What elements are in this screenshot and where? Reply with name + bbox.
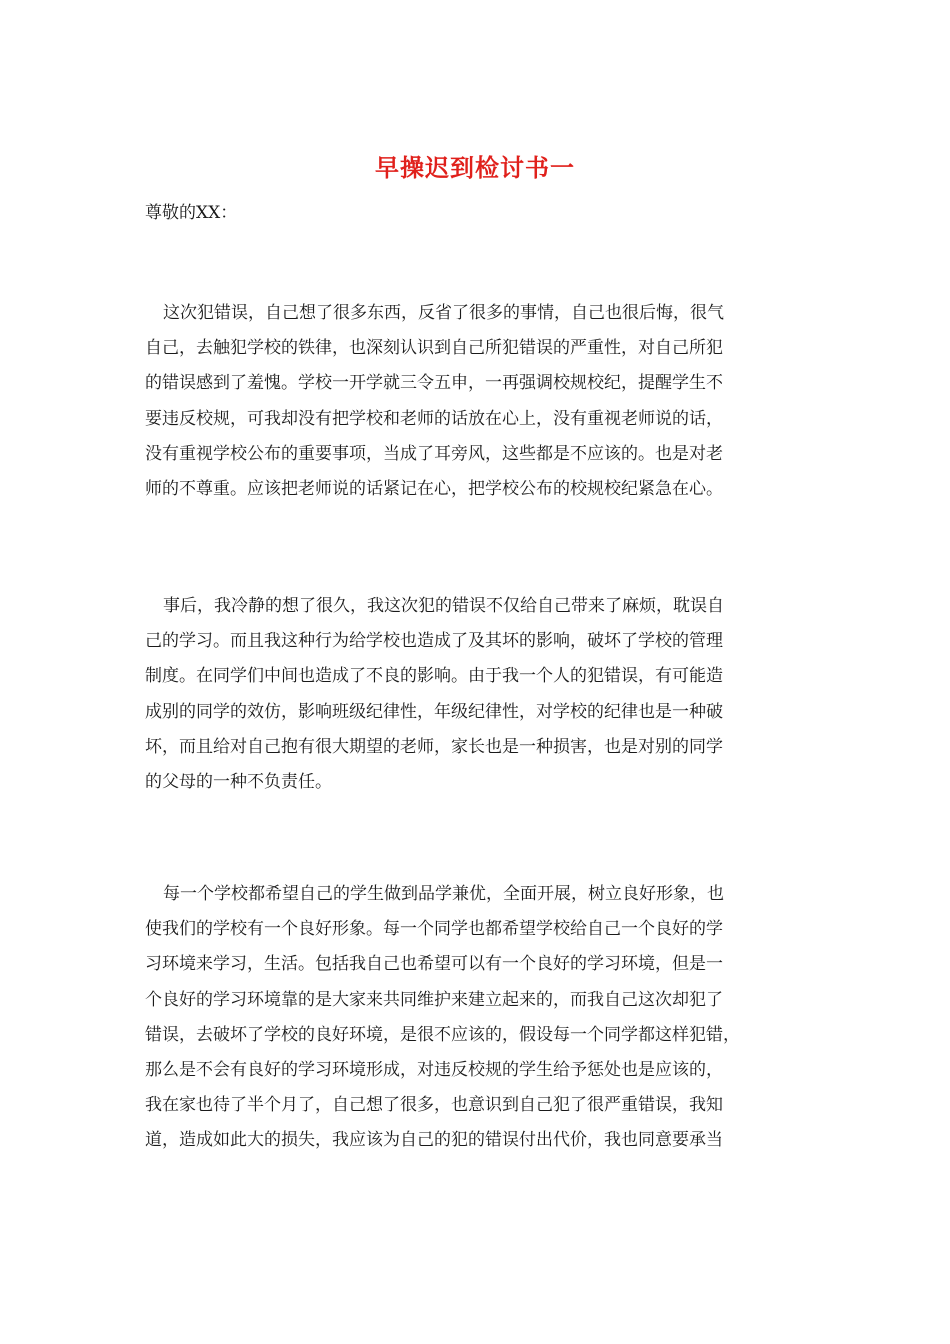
paragraph-1 [145, 296, 805, 507]
paragraph-line: 要违反校规，可我却没有把学校和老师的话放在心上，没有重视老师说的话， [145, 408, 723, 429]
paragraph-line: 的错误感到了羞愧。学校一开学就三令五申，一再强调校规校纪，提醒学生不 [145, 373, 723, 394]
paragraph-line: 那么是不会有良好的学习环境形成，对违反校规的学生给予惩处也是应该的， [145, 1060, 723, 1081]
paragraph-line: 成别的同学的效仿，影响班级纪律性，年级纪律性，对学校的纪律也是一种破 [145, 701, 723, 722]
paragraph-line: 的父母的一种不负责任。 [145, 772, 332, 793]
paragraph-2 [145, 589, 805, 800]
paragraph-line: 个良好的学习环境靠的是大家来共同维护来建立起来的，而我自己这次却犯了 [145, 989, 723, 1010]
paragraph-3 [145, 877, 805, 1159]
paragraph-line: 我在家也待了半个月了，自己想了很多，也意识到自己犯了很严重错误，我知 [145, 1095, 723, 1116]
paragraph-line: 错误，去破坏了学校的良好环境，是很不应该的，假设每一个同学都这样犯错， [145, 1024, 740, 1045]
paragraph-line: 师的不尊重。应该把老师说的话紧记在心，把学校公布的校规校纪紧急在心。 [145, 479, 723, 500]
paragraph-line: 没有重视学校公布的重要事项，当成了耳旁风，这些都是不应该的。也是对老 [145, 443, 723, 464]
paragraph-line: 这次犯错误，自己想了很多东西，反省了很多的事情，自己也很后悔，很气 [163, 303, 724, 323]
paragraph-line: 使我们的学校有一个良好形象。每一个同学也都希望学校给自己一个良好的学 [145, 919, 723, 940]
paragraph-line: 每一个学校都希望自己的学生做到品学兼优，全面开展，树立良好形象，也 [163, 884, 724, 904]
paragraph-line: 己的学习。而且我这种行为给学校也造成了及其坏的影响，破坏了学校的管理 [145, 631, 723, 652]
paragraph-line: 事后，我冷静的想了很久，我这次犯的错误不仅给自己带来了麻烦，耽误自 [163, 596, 724, 616]
paragraph-line: 自己，去触犯学校的铁律，也深刻认识到自己所犯错误的严重性，对自己所犯 [145, 338, 723, 359]
paragraph-line: 道，造成如此大的损失，我应该为自己的犯的错误付出代价，我也同意要承当 [145, 1130, 723, 1151]
document-title: 早操迟到检讨书一 [375, 153, 575, 182]
paragraph-line: 坏，而且给对自己抱有很大期望的老师，家长也是一种损害，也是对别的同学 [145, 736, 723, 757]
salutation: 尊敬的XX： [145, 203, 238, 223]
paragraph-line: 习环境来学习，生活。包括我自己也希望可以有一个良好的学习环境，但是一 [145, 954, 723, 975]
paragraph-line: 制度。在同学们中间也造成了不良的影响。由于我一个人的犯错误，有可能造 [145, 666, 723, 687]
